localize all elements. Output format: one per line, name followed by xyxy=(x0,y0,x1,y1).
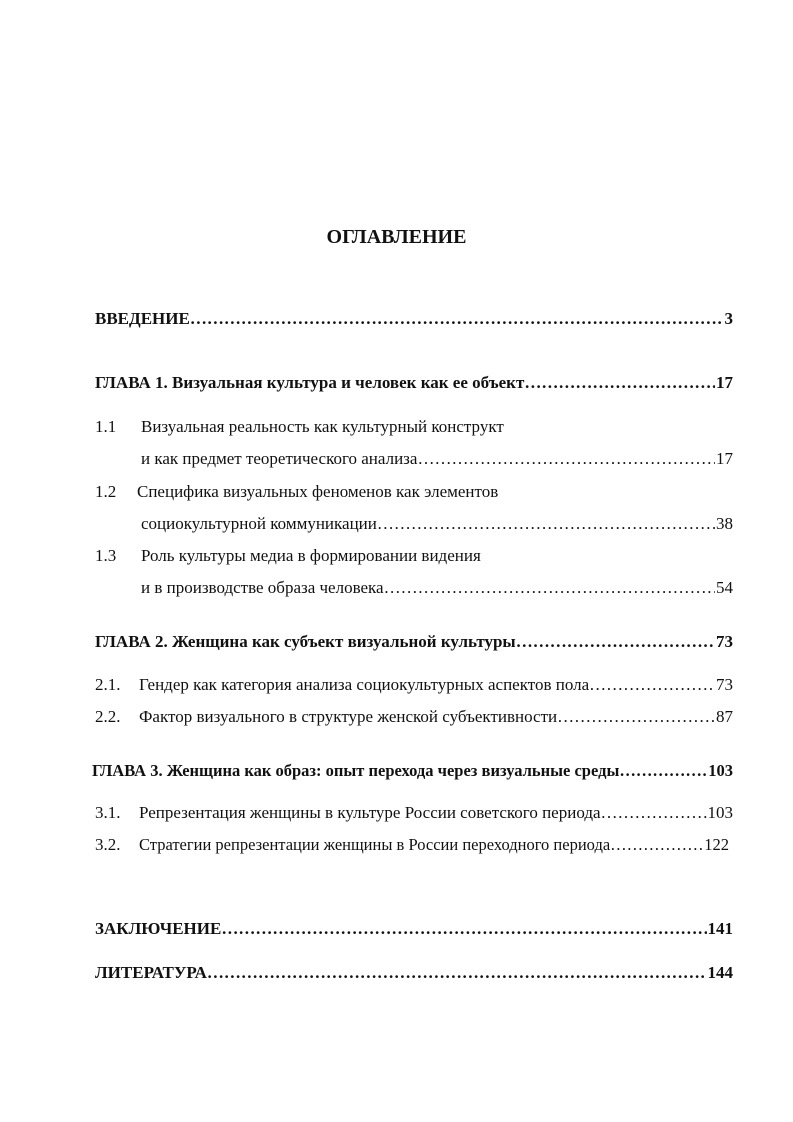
dot-leader xyxy=(377,513,715,535)
toc-section-number: 1.2 xyxy=(95,482,117,501)
toc-page-number: 54 xyxy=(716,578,733,597)
toc-section-number: 3.2. xyxy=(95,835,121,854)
toc-section-1-2[interactable] xyxy=(141,513,733,535)
dot-leader xyxy=(417,448,715,470)
toc-section-2-1[interactable] xyxy=(139,674,733,696)
dot-leader xyxy=(221,918,706,940)
toc-page-number: 73 xyxy=(716,632,733,651)
dot-leader xyxy=(601,802,707,824)
toc-chapter-heading: ГЛАВА 3. Женщина как образ: опыт перехода через визуальные среды xyxy=(92,761,620,780)
toc-section-title[interactable]: Роль культуры медиа в формировании видения xyxy=(141,546,481,565)
dot-leader xyxy=(384,577,715,599)
toc-entry-label: ЛИТЕРАТУРА xyxy=(95,963,207,982)
dot-leader xyxy=(610,834,703,856)
toc-entry-literature[interactable] xyxy=(95,962,733,984)
toc-entry-intro[interactable] xyxy=(95,308,733,330)
toc-section-1-1[interactable] xyxy=(141,448,733,470)
toc-section-title-cont: и как предмет теоретического анализа xyxy=(141,449,418,468)
toc-page-number: 73 xyxy=(716,675,733,694)
toc-section-3-1[interactable] xyxy=(139,802,733,824)
toc-chapter-heading: ГЛАВА 2. Женщина как субъект визуальной культуры xyxy=(95,632,516,651)
toc-page-number: 17 xyxy=(716,373,733,392)
toc-page-number: 122 xyxy=(704,835,729,854)
toc-page-number: 103 xyxy=(707,803,733,822)
toc-section-title[interactable]: Визуальная реальность как культурный конструкт xyxy=(141,417,504,436)
dot-leader xyxy=(619,760,707,782)
toc-page-number: 141 xyxy=(707,919,733,938)
toc-chapter-3[interactable] xyxy=(92,760,733,782)
toc-entry-conclusion[interactable] xyxy=(95,918,733,940)
toc-section-title: Фактор визуального в структуре женской субъективности xyxy=(139,707,558,726)
toc-section-1-3[interactable] xyxy=(141,577,733,599)
toc-page-number: 17 xyxy=(716,449,733,468)
toc-chapter-2[interactable] xyxy=(95,631,733,653)
toc-entry-label: ВВЕДЕНИЕ xyxy=(95,309,190,328)
toc-page-number: 87 xyxy=(716,707,733,726)
toc-section-title-cont: и в производстве образа человека xyxy=(141,578,384,597)
toc-section-number: 1.1 xyxy=(95,417,117,436)
toc-section-title: Гендер как категория анализа социокультурных аспектов пола xyxy=(139,675,590,694)
toc-section-title[interactable]: Специфика визуальных феноменов как элементов xyxy=(137,482,499,501)
toc-section-title: Репрезентация женщины в культуре России советского периода xyxy=(139,803,601,822)
toc-page-number: 38 xyxy=(716,514,733,533)
dot-leader xyxy=(589,674,715,696)
toc-section-2-2[interactable] xyxy=(139,706,733,728)
toc-section-title: Стратегии репрезентации женщины в России переходного периода xyxy=(139,835,611,854)
toc-page-number: 3 xyxy=(724,309,733,328)
toc-section-title-cont: социокультурной коммуникации xyxy=(141,514,377,533)
toc-page-number: 103 xyxy=(708,761,733,780)
dot-leader xyxy=(524,372,715,394)
toc-section-number: 2.1. xyxy=(95,675,121,694)
toc-entry-label: ЗАКЛЮЧЕНИЕ xyxy=(95,919,222,938)
toc-section-number: 2.2. xyxy=(95,707,121,726)
toc-chapter-1[interactable] xyxy=(95,372,733,394)
toc-page-number: 144 xyxy=(707,963,733,982)
dot-leader xyxy=(207,962,707,984)
dot-leader xyxy=(516,631,715,653)
toc-chapter-heading: ГЛАВА 1. Визуальная культура и человек как ее объект xyxy=(95,373,525,392)
dot-leader xyxy=(557,706,715,728)
page-title: ОГЛАВЛЕНИЕ xyxy=(326,226,467,248)
toc-section-number: 3.1. xyxy=(95,803,121,822)
toc-section-3-2[interactable] xyxy=(139,834,729,856)
dot-leader xyxy=(190,308,724,330)
toc-section-number: 1.3 xyxy=(95,546,117,565)
